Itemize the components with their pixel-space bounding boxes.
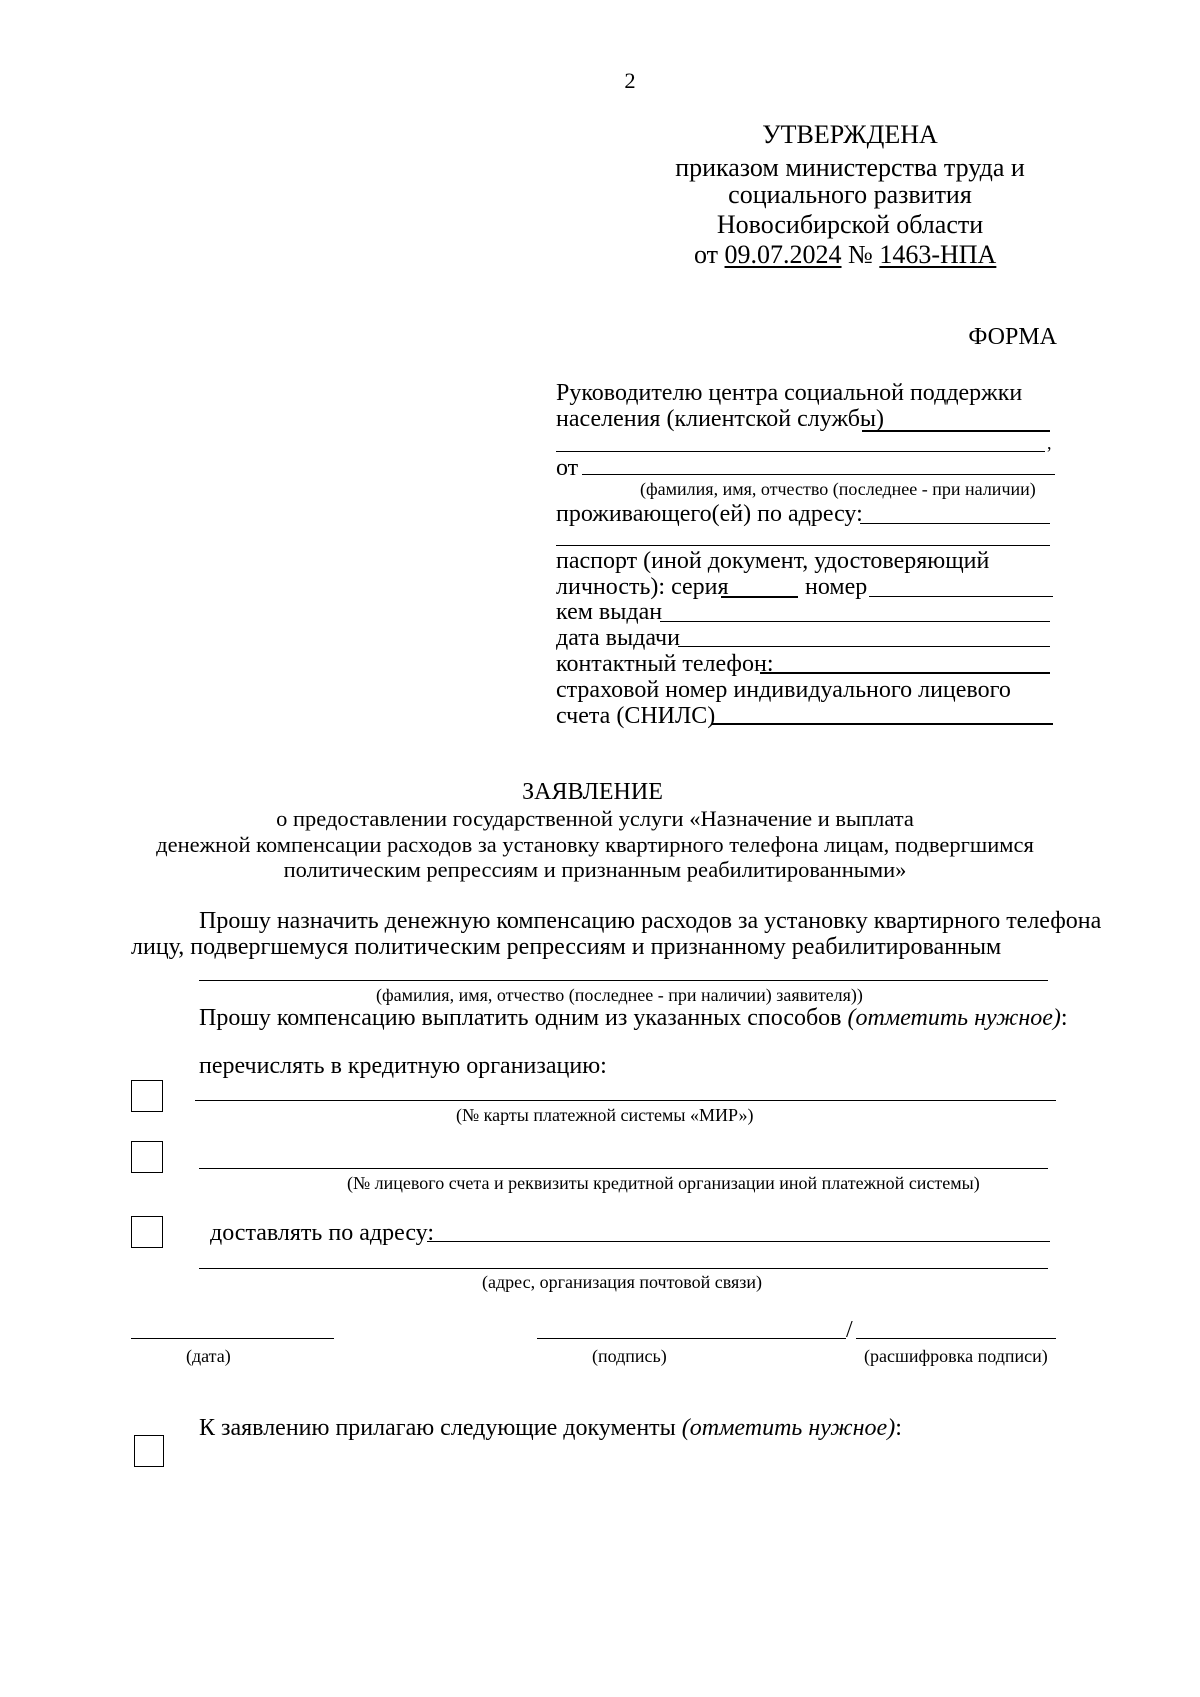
attachments-text: К заявлению прилагаю следующие документы xyxy=(199,1415,676,1441)
applicant-hint: (фамилия, имя, отчество (последнее - при наличии) заявителя)) xyxy=(376,985,863,1005)
payment-text: Прошу компенсацию выплатить одним из указанных способов xyxy=(199,1005,842,1031)
mir-card-line[interactable] xyxy=(195,1100,1056,1101)
address-label: проживающего(ей) по адресу: xyxy=(556,501,863,527)
addressee-line-2: населения (клиентской службы) xyxy=(556,406,885,432)
page-number: 2 xyxy=(624,68,636,93)
passport-line-1: паспорт (иной документ, удостоверяющий xyxy=(556,548,990,574)
approval-line-1: приказом министерства труда и xyxy=(675,153,1025,182)
date-hint: (дата) xyxy=(186,1346,231,1366)
other-account-checkbox[interactable] xyxy=(131,1141,163,1173)
decryption-hint: (расшифровка подписи) xyxy=(864,1346,1048,1366)
date-line[interactable] xyxy=(131,1338,334,1339)
statement-subtitle-2: денежной компенсации расходов за установку квартирного телефона лицам, подвергшимся xyxy=(156,832,1034,857)
statement-subtitle-1: о предоставлении государственной услуги «Назначение и выплата xyxy=(276,806,914,831)
issued-by-line[interactable] xyxy=(660,621,1050,622)
delivery-address-line-1[interactable] xyxy=(427,1241,1050,1242)
attachment-checkbox[interactable] xyxy=(134,1435,164,1467)
statement-subtitle-3: политическим репрессиям и признанным реабилитированными» xyxy=(283,857,907,882)
issue-date-line[interactable] xyxy=(678,646,1050,647)
other-account-hint: (№ лицевого счета и реквизиты кредитной организации иной платежной системы) xyxy=(347,1173,980,1193)
approval-date: 09.07.2024 xyxy=(724,240,842,269)
statement-title: ЗАЯВЛЕНИЕ xyxy=(522,779,663,805)
phone-label: контактный телефон: xyxy=(556,651,774,677)
delivery-address-line-2[interactable] xyxy=(199,1268,1048,1269)
snils-label: счета (СНИЛС) xyxy=(556,703,716,729)
approval-order xyxy=(694,240,996,270)
other-account-line[interactable] xyxy=(199,1168,1048,1169)
mir-card-checkbox[interactable] xyxy=(131,1080,163,1112)
snils-line[interactable] xyxy=(712,723,1053,725)
addressee-comma: , xyxy=(1047,433,1052,453)
payment-note: (отметить нужное) xyxy=(847,1005,1061,1031)
request-line-1: Прошу назначить денежную компенсацию расходов за установку квартирного телефона xyxy=(199,908,1102,934)
request-line-2: лицу, подвергшемуся политическим репрессиям и признанному реабилитированным xyxy=(131,934,1002,960)
service-name-line-1[interactable] xyxy=(862,430,1050,432)
from-label: от xyxy=(556,455,579,481)
post-delivery-checkbox[interactable] xyxy=(131,1216,163,1248)
bank-transfer-label: перечислять в кредитную организацию: xyxy=(199,1053,607,1079)
attachments-note: (отметить нужное) xyxy=(681,1415,896,1441)
passport-number-label: номер xyxy=(805,574,868,600)
signature-line[interactable] xyxy=(537,1338,846,1339)
attachments-colon: : xyxy=(895,1415,902,1441)
applicant-fio-line[interactable] xyxy=(582,474,1055,475)
applicant-name-line[interactable] xyxy=(199,980,1048,981)
post-hint: (адрес, организация почтовой связи) xyxy=(482,1272,762,1292)
fio-hint: (фамилия, имя, отчество (последнее - при наличии) xyxy=(640,479,1036,499)
signature-hint: (подпись) xyxy=(592,1346,667,1366)
approval-line-3: Новосибирской области xyxy=(716,210,984,239)
service-name-line-2[interactable] xyxy=(556,451,1045,452)
approval-number: 1463-НПА xyxy=(879,240,997,269)
passport-series-label: личность): серия xyxy=(556,574,729,600)
issued-by-label: кем выдан xyxy=(556,599,663,625)
passport-number-line[interactable] xyxy=(869,596,1053,597)
snils-line-1: страховой номер индивидуального лицевого xyxy=(556,677,1011,703)
approval-date-prefix: от xyxy=(694,240,719,269)
mir-card-hint: (№ карты платежной системы «МИР») xyxy=(456,1105,754,1125)
signature-slash: / xyxy=(846,1317,853,1343)
payment-colon: : xyxy=(1060,1005,1068,1031)
issue-date-label: дата выдачи xyxy=(556,625,680,651)
address-line-2[interactable] xyxy=(556,545,1050,546)
approval-number-sign: № xyxy=(848,240,873,269)
address-line-1[interactable] xyxy=(860,523,1050,524)
payment-instruction xyxy=(199,1004,1068,1032)
form-label: ФОРМА xyxy=(968,324,1057,350)
deliver-label: доставлять по адресу: xyxy=(210,1220,435,1246)
approval-line-2: социального развития xyxy=(728,180,972,209)
approval-title: УТВЕРЖДЕНА xyxy=(762,120,938,149)
passport-series-line[interactable] xyxy=(721,596,798,598)
attachments-instruction xyxy=(199,1414,902,1442)
phone-line[interactable] xyxy=(760,672,1050,674)
decryption-line[interactable] xyxy=(856,1338,1056,1339)
addressee-line-1: Руководителю центра социальной поддержки xyxy=(556,380,1023,406)
